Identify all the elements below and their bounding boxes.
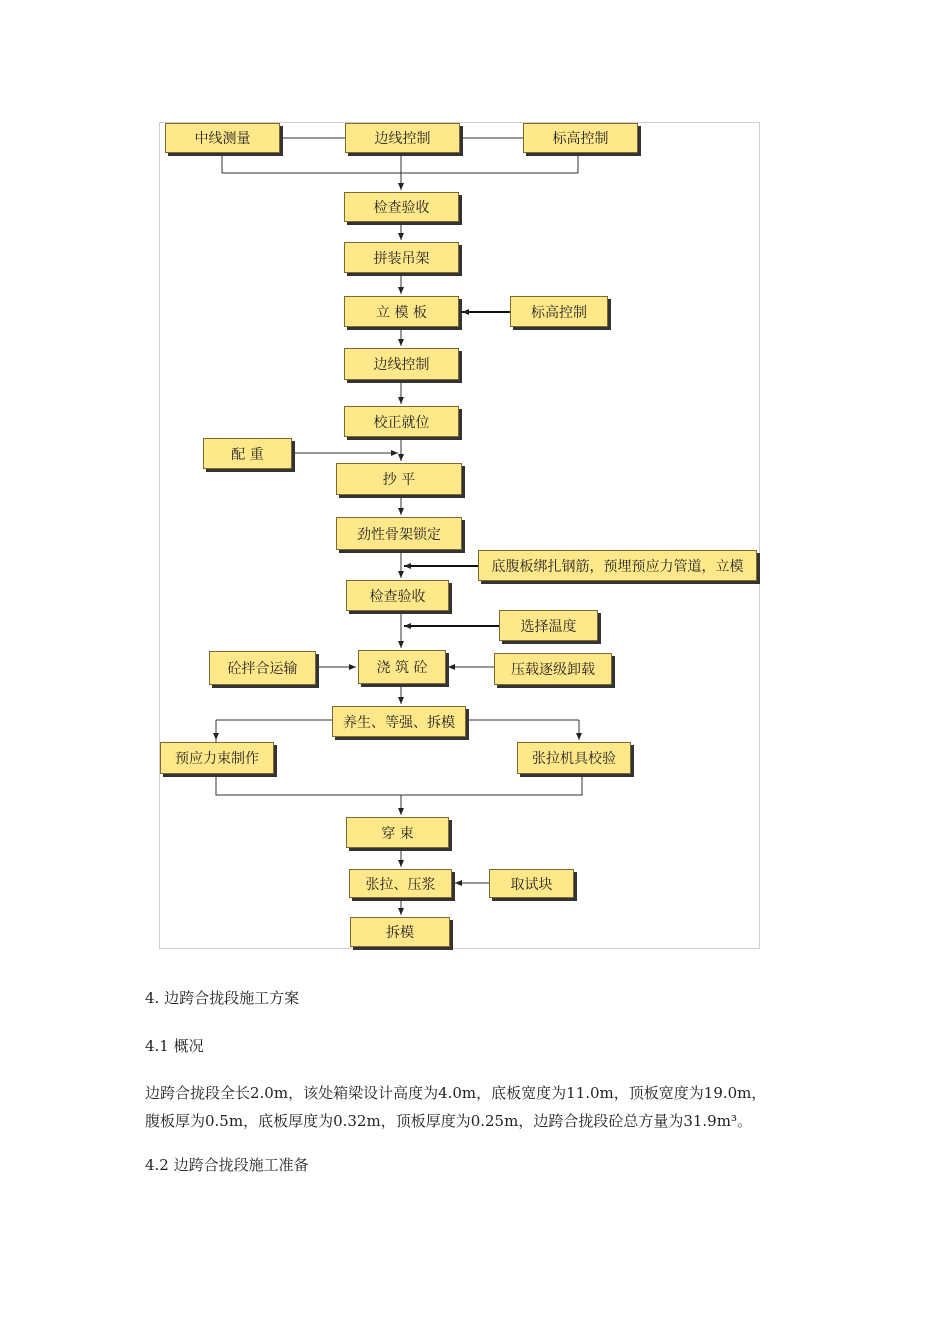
flow-box-elevation-control: 标高控制	[523, 123, 638, 153]
flow-box-formwork: 立 模 板	[344, 296, 459, 327]
flow-box-leveling: 抄 平	[336, 463, 462, 495]
section-heading-4: 4. 边跨合拢段施工方案	[145, 989, 300, 1007]
flow-box-demold: 拆模	[350, 917, 450, 947]
flow-box-counterweight: 配 重	[203, 438, 292, 469]
flow-box-pour-concrete: 浇 筑 砼	[358, 650, 446, 684]
flow-box-correct-position: 校正就位	[344, 406, 459, 437]
paragraph-line-2: 腹板厚为0.5m，底板厚度为0.32m，顶板厚度为0.25m，边跨合拢段砼总方量为31.9m³。	[145, 1112, 752, 1130]
flow-box-select-temperature: 选择温度	[499, 610, 598, 641]
flow-box-test-sample: 取试块	[489, 869, 574, 898]
flow-box-skeleton-lock: 劲性骨架锁定	[336, 517, 462, 550]
flow-box-edge-control: 边线控制	[345, 123, 460, 153]
flow-box-edge-control-2: 边线控制	[344, 348, 459, 380]
flow-box-unload-ballast: 压载逐级卸载	[494, 653, 612, 685]
overview-paragraph	[145, 1079, 825, 1135]
flow-box-tendon-making: 预应力束制作	[160, 742, 274, 774]
section-heading-4-1: 4.1 概况	[145, 1037, 204, 1055]
flow-box-assemble-hanger: 拼装吊架	[344, 242, 459, 273]
flow-box-rebar-binding: 底腹板绑扎钢筋，预埋预应力管道，立模	[478, 550, 757, 581]
section-heading-4-2: 4.2 边跨合拢段施工准备	[145, 1156, 309, 1174]
flow-box-curing: 养生、等强、拆模	[332, 706, 466, 737]
flow-box-jack-calibration: 张拉机具校验	[517, 742, 631, 774]
flow-box-centerline: 中线测量	[165, 123, 280, 153]
flow-box-concrete-mixing: 砼拌合运输	[209, 651, 316, 685]
paragraph-line-1: 边跨合拢段全长2.0m，该处箱梁设计高度为4.0m，底板宽度为11.0m，顶板宽度为19.0m，	[145, 1084, 767, 1102]
flow-box-inspection: 检查验收	[344, 192, 459, 222]
flow-box-elevation-control-2: 标高控制	[510, 296, 608, 327]
flow-box-stressing-grouting: 张拉、压浆	[349, 869, 452, 898]
flow-box-inspection-2: 检查验收	[346, 580, 449, 611]
flow-box-threading: 穿 束	[346, 817, 449, 848]
